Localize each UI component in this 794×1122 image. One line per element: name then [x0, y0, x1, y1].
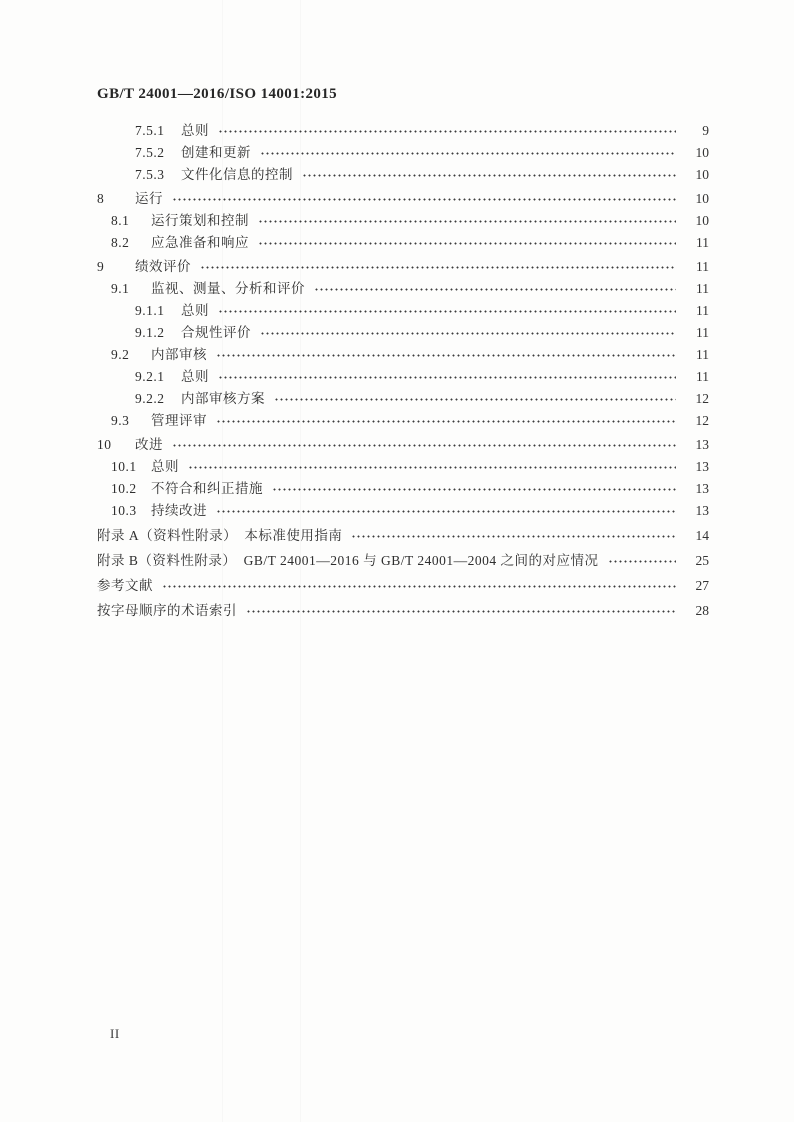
- toc-entry-number: 10.2: [111, 481, 137, 496]
- toc-page-number: 10: [695, 191, 709, 206]
- toc-row: [97, 527, 709, 544]
- toc-entry-title: 内部审核: [151, 347, 207, 362]
- toc-entry-number: 7.5.2: [135, 145, 165, 160]
- page-number-footer: II: [110, 1026, 120, 1041]
- toc-entry-title: 运行: [135, 191, 163, 206]
- toc-row: [97, 412, 709, 429]
- toc-page-number: 11: [696, 281, 709, 296]
- toc-entry-title: 持续改进: [151, 503, 207, 518]
- toc-dot-leader: [608, 552, 676, 569]
- toc-dot-leader: [172, 190, 676, 207]
- toc-entry-number: 9.1.1: [135, 303, 165, 318]
- toc-row: [97, 258, 709, 275]
- toc-dot-leader: [216, 346, 676, 363]
- toc-row: [97, 302, 709, 319]
- toc-dot-leader: [258, 212, 676, 229]
- toc-dot-leader: [188, 458, 676, 475]
- toc-page-number: 11: [696, 259, 709, 274]
- toc-row: [97, 368, 709, 385]
- toc-dot-leader: [314, 280, 676, 297]
- toc-dot-leader: [260, 144, 676, 161]
- toc-entry-title: 管理评审: [151, 413, 207, 428]
- toc-row: [97, 577, 709, 594]
- toc-entry-number: 9.2.1: [135, 369, 165, 384]
- toc-entry-number: 8.1: [111, 213, 130, 228]
- toc-row: [97, 602, 709, 619]
- toc-dot-leader: [216, 502, 676, 519]
- toc-page-number: 28: [695, 603, 709, 618]
- toc-entry-title: 总则: [181, 303, 209, 318]
- toc-entry-title: 监视、测量、分析和评价: [151, 281, 305, 296]
- toc-dot-leader: [218, 368, 676, 385]
- toc-row: [97, 144, 709, 161]
- toc-entry-title: 按字母顺序的术语索引: [97, 603, 237, 618]
- toc-entry-number: 9: [97, 259, 105, 274]
- toc-entry-number: 10.1: [111, 459, 137, 474]
- toc-row: [97, 552, 709, 569]
- toc-entry-title: 总则: [151, 459, 179, 474]
- toc-entry-title: 内部审核方案: [181, 391, 265, 406]
- toc-entry-title: 附录 B（资料性附录） GB/T 24001—2016 与 GB/T 24001—2004 之间的对应情况: [97, 553, 599, 568]
- toc-entry-title: 参考文献: [97, 578, 153, 593]
- toc-entry-title: 合规性评价: [181, 325, 251, 340]
- toc-page-number: 27: [695, 578, 709, 593]
- toc-entry-number: 9.2: [111, 347, 130, 362]
- toc-entry-title: 总则: [181, 123, 209, 138]
- toc-page-number: 25: [695, 553, 709, 568]
- toc-entry-title: 文件化信息的控制: [181, 167, 293, 182]
- toc-row: [97, 122, 709, 139]
- toc-page-number: 13: [695, 437, 709, 452]
- toc-page-number: 12: [695, 413, 709, 428]
- toc-page-number: 13: [695, 459, 709, 474]
- toc-dot-leader: [172, 436, 676, 453]
- toc-page-number: 11: [696, 369, 709, 384]
- toc-page-number: 10: [695, 213, 709, 228]
- toc-entry-number: 8: [97, 191, 105, 206]
- toc-page-number: 11: [696, 235, 709, 250]
- toc-entry-number: 10: [97, 437, 112, 452]
- toc-dot-leader: [200, 258, 676, 275]
- table-of-contents: [97, 122, 709, 624]
- toc-dot-leader: [216, 412, 676, 429]
- toc-entry-number: 7.5.3: [135, 167, 165, 182]
- toc-page-number: 10: [695, 167, 709, 182]
- toc-row: [97, 458, 709, 475]
- toc-entry-number: 7.5.1: [135, 123, 165, 138]
- toc-row: [97, 212, 709, 229]
- toc-entry-title: 应急准备和响应: [151, 235, 249, 250]
- toc-row: [97, 480, 709, 497]
- toc-entry-number: 8.2: [111, 235, 130, 250]
- toc-row: [97, 390, 709, 407]
- toc-entry-title: 总则: [181, 369, 209, 384]
- toc-entry-title: 运行策划和控制: [151, 213, 249, 228]
- toc-page-number: 11: [696, 347, 709, 362]
- toc-page-number: 11: [696, 325, 709, 340]
- toc-dot-leader: [218, 302, 676, 319]
- toc-entry-title: 创建和更新: [181, 145, 251, 160]
- toc-dot-leader: [351, 527, 676, 544]
- toc-entry-title: 附录 A（资料性附录） 本标准使用指南: [97, 528, 343, 543]
- toc-entry-title: 不符合和纠正措施: [151, 481, 263, 496]
- toc-dot-leader: [258, 234, 676, 251]
- toc-row: [97, 190, 709, 207]
- toc-entry-number: 9.2.2: [135, 391, 165, 406]
- toc-row: [97, 324, 709, 341]
- toc-entry-number: 9.1.2: [135, 325, 165, 340]
- toc-dot-leader: [302, 166, 676, 183]
- toc-page-number: 10: [695, 145, 709, 160]
- toc-page-number: 13: [695, 481, 709, 496]
- toc-page-number: 11: [696, 303, 709, 318]
- toc-row: [97, 234, 709, 251]
- toc-dot-leader: [218, 122, 676, 139]
- toc-dot-leader: [274, 390, 676, 407]
- toc-page-number: 12: [695, 391, 709, 406]
- toc-page-number: 9: [702, 123, 709, 138]
- toc-entry-number: 9.3: [111, 413, 130, 428]
- toc-dot-leader: [260, 324, 676, 341]
- toc-row: [97, 166, 709, 183]
- toc-page-number: 13: [695, 503, 709, 518]
- toc-row: [97, 436, 709, 453]
- toc-entry-number: 10.3: [111, 503, 137, 518]
- toc-row: [97, 346, 709, 363]
- toc-entry-title: 改进: [135, 437, 163, 452]
- toc-dot-leader: [246, 602, 676, 619]
- standard-number-header: GB/T 24001—2016/ISO 14001:2015: [97, 86, 338, 102]
- toc-row: [97, 280, 709, 297]
- toc-row: [97, 502, 709, 519]
- toc-dot-leader: [272, 480, 676, 497]
- toc-dot-leader: [162, 577, 676, 594]
- toc-page-number: 14: [695, 528, 709, 543]
- toc-entry-title: 绩效评价: [135, 259, 191, 274]
- toc-entry-number: 9.1: [111, 281, 130, 296]
